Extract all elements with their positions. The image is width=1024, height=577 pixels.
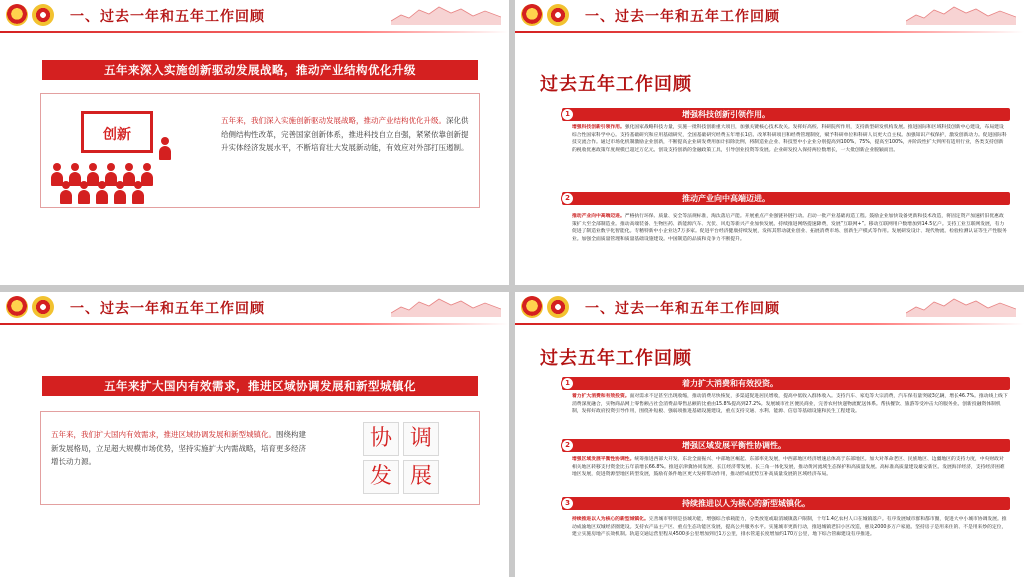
great-wall-icon <box>906 3 1016 25</box>
paragraph-body: 完善城市特别是县城功能，增强综合承载能力，分类放宽或取消城镇落户限制，十年1.4亿农村人口在城镇落户。有序发展城市群和都市圈，促进大中小城市协调发展。推动成渝地区双城经济圈建设。支持农产品主产区、重点生态功能区发展，提高公共服务水平。实施城市更新行动，推进城镇老旧小区改造，惠及2000多万户家庭。坚持房子是用来住的、不是用来炒的定位，建立实施房地产长效机制。轨道交通运营里程从4500多公里增加到近1万公里，排水管道长度增加约170万公里，地下综合管廊建设有序推进。 <box>572 517 1007 538</box>
section-paragraph <box>572 124 1008 184</box>
party-emblem-icon <box>547 4 569 26</box>
header-divider <box>515 31 1024 33</box>
slide-header <box>0 292 509 324</box>
section-heading: 增强科技创新引领作用。 <box>562 108 1010 121</box>
section-paragraph <box>572 516 1008 562</box>
slide-2[interactable] <box>515 0 1024 285</box>
speaker-audience-illustration <box>53 103 213 201</box>
paragraph-body: 严格执行环保、质量、安全等法规标准，淘汰落后产能。开展重点产业强链补链行动。启动一批产业基础再造工程。鼓励企业加快设备更新和技术改造，将固定资产加速折旧优惠政策扩大至全部制造业。推动高端装备、生物医药、新能源汽车、光伏、风电等新兴产业加快发展。持续推进网络提速降费，发展“互联网+”。移动互联网用户数增加到14.5亿户。支持工业互联网发展，有力促进了制造业数字化智能化。专精特新中小企业达7万多家。促进平台经济健康持续发展，发挥其带动就业创业、拓展消费市场、创新生产模式等作用。发展研发设计、现代物流、检验检测认证等生产性服务业。加强全面质量管理和质量基础设施建设。中国制造的品质和竞争力不断提升。 <box>572 214 1007 242</box>
header-divider <box>0 323 509 325</box>
national-emblem-icon <box>521 296 543 318</box>
section-number-badge: 1 <box>561 108 574 121</box>
speaker-body-icon <box>159 146 171 160</box>
section-number-badge: 1 <box>561 377 574 390</box>
paragraph-body: 深化供给侧结构性改革，完善国家创新体系，推进科技自立自强，紧紧依靠创新提升实体经济发展水平，不断培育壮大发展新动能，有效应对外部打压遏制。 <box>221 116 469 152</box>
section-paragraph <box>572 456 1008 494</box>
slide-4[interactable] <box>515 292 1024 577</box>
section-heading: 着力扩大消费和有效投资。 <box>562 377 1010 390</box>
audience-person-icon <box>143 163 151 171</box>
section-number-badge: 2 <box>561 439 574 452</box>
section-heading: 推动产业向中高端迈进。 <box>562 192 1010 205</box>
paragraph-body: 围绕构建新发展格局，立足超大规模市场优势，坚持实施扩大内需战略，培育更多经济增长动力源。 <box>51 430 306 466</box>
national-emblem-icon <box>6 296 28 318</box>
header-divider <box>0 31 509 33</box>
paragraph-lead: 增强科技创新引领作用。 <box>572 125 625 130</box>
header-divider <box>515 323 1024 325</box>
party-emblem-icon <box>32 296 54 318</box>
national-emblem-icon <box>6 4 28 26</box>
paragraph-lead: 五年来，我们扩大国内有效需求，推进区域协调发展和新型城镇化。 <box>51 430 276 439</box>
speaker-head-icon <box>161 137 169 145</box>
content-panel <box>40 93 480 208</box>
panel-paragraph <box>51 428 313 469</box>
slide-title: 过去五年工作回顾 <box>540 74 692 95</box>
slide-header <box>515 292 1024 324</box>
party-emblem-icon <box>547 296 569 318</box>
slide-1[interactable] <box>0 0 509 285</box>
audience-person-icon <box>71 163 79 171</box>
audience-person-icon <box>80 181 88 189</box>
audience-person-icon <box>132 190 144 204</box>
audience-person-icon <box>107 163 115 171</box>
audience-person-icon <box>78 190 90 204</box>
great-wall-icon <box>391 295 501 317</box>
content-panel <box>40 411 480 505</box>
great-wall-icon <box>906 295 1016 317</box>
section-paragraph <box>572 393 1008 439</box>
paragraph-lead: 持续推进以人为核心的新型城镇化。 <box>572 517 649 522</box>
audience-person-icon <box>116 181 124 189</box>
slide-header <box>0 0 509 32</box>
header-title: 一、过去一年和五年工作回顾 <box>585 9 780 25</box>
slide-3[interactable] <box>0 292 509 577</box>
section-heading: 持续推进以人为核心的新型城镇化。 <box>562 497 1010 510</box>
header-title: 一、过去一年和五年工作回顾 <box>70 9 265 25</box>
audience-person-icon <box>134 181 142 189</box>
paragraph-body: 统筹推进西部大开发、东北全面振兴、中部地区崛起、东部率先发展，中西部地区经济增速总体高于东部地区。加大对革命老区、民族地区、边疆地区的支持力度，中央财政对相关地区转移支付资金比五年前增长66.8%。推进京津冀协同发展、长江经济带发展、长三角一体化发展，推动黄河流域生态保护和高质量发展。高标准高质量建设雄安新区。发展海洋经济，支持经济困难地区发展，促进资源型地区转型发展，鼓励有条件地区更大发挥带动作用，推动形成优势互补高质量发展的区域经济布局。 <box>572 457 1005 478</box>
tile-tiao: 调 <box>403 422 439 456</box>
paragraph-body: 强化国家战略科技力量，实施一批科技创新重大项目，加强关键核心技术攻关。发挥好高校、科研院所作用，支持新型研发机构发展。推进国际和区域科技创新中心建设，布局建设综合性国家科学中心。支持基础研究和应用基础研究，全国基础研究经费五年增长1倍。改革科研项目和经费管理制度，赋予科研单位和科研人员更大自主权。加强知识产权保护，激发创新动力。促进国际科技交流合作。通过市场化机制激励企业创新，不断提高企业研发费用加计扣除比例，将制造业企业、科技型中小企业分别提高到100%，75%，提高至100%，并阶段性扩大到所有适用行业，各类支持创新的税收优惠政策年度规模已超过万亿元。创设支持创新的金融政策工具，引导创业投资等发展。企业研发投入保持两位数增长，一大批创新企业脱颖而出。 <box>572 125 1007 153</box>
section-banner: 五年来扩大国内有效需求，推进区域协调发展和新型城镇化 <box>42 376 478 396</box>
audience-person-icon <box>141 172 153 186</box>
paragraph-lead: 着力扩大消费和有效投资。 <box>572 394 630 399</box>
audience-person-icon <box>60 190 72 204</box>
audience-person-icon <box>62 181 70 189</box>
paragraph-lead: 增强区域发展平衡性协调性。 <box>572 457 635 462</box>
presentation-board <box>81 111 153 153</box>
party-emblem-icon <box>32 4 54 26</box>
slide-title: 过去五年工作回顾 <box>540 348 692 369</box>
tile-zhan: 展 <box>403 460 439 494</box>
section-number-badge: 2 <box>561 192 574 205</box>
tile-xie: 协 <box>363 422 399 456</box>
tile-fa: 发 <box>363 460 399 494</box>
section-number-badge: 3 <box>561 497 574 510</box>
paragraph-lead: 推动产业向中高端迈进。 <box>572 214 625 219</box>
paragraph-body: 面对需求不足甚至出现收缩，推动消费尽快恢复，多渠道促进居民增收，提高中低收入群体收入。支持汽车、家电等大宗消费，汽车保有量突破3亿辆，增长46.7%。推动线上线下消费深度融合，实物商品网上零售额占社会消费品零售总额的比重由15.8%提高到27.2%。发展城市社区便民商业，完善农村快递物流配送体系。帮扶餐饮、旅游等受冲击大的服务业。创新投融资体制机制，发挥好政府投资引导作用，围绕补短板、强弱项推进基础设施建设，重点支持交通、水利、能源、信息等基础设施和民生工程建设。 <box>572 394 1008 415</box>
panel-paragraph <box>221 114 471 155</box>
audience-person-icon <box>53 163 61 171</box>
audience-person-icon <box>125 163 133 171</box>
audience-person-icon <box>89 163 97 171</box>
audience-person-icon <box>96 190 108 204</box>
section-heading: 增强区域发展平衡性协调性。 <box>562 439 1010 452</box>
section-paragraph <box>572 213 1008 274</box>
board-label: 创新 <box>103 127 131 143</box>
great-wall-icon <box>391 3 501 25</box>
header-title: 一、过去一年和五年工作回顾 <box>585 301 780 317</box>
audience-person-icon <box>114 190 126 204</box>
header-title: 一、过去一年和五年工作回顾 <box>70 301 265 317</box>
audience-person-icon <box>98 181 106 189</box>
paragraph-lead: 五年来，我们深入实施创新驱动发展战略，推动产业结构优化升级。 <box>221 116 446 125</box>
national-emblem-icon <box>521 4 543 26</box>
section-banner: 五年来深入实施创新驱动发展战略，推动产业结构优化升级 <box>42 60 478 80</box>
slide-header <box>515 0 1024 32</box>
